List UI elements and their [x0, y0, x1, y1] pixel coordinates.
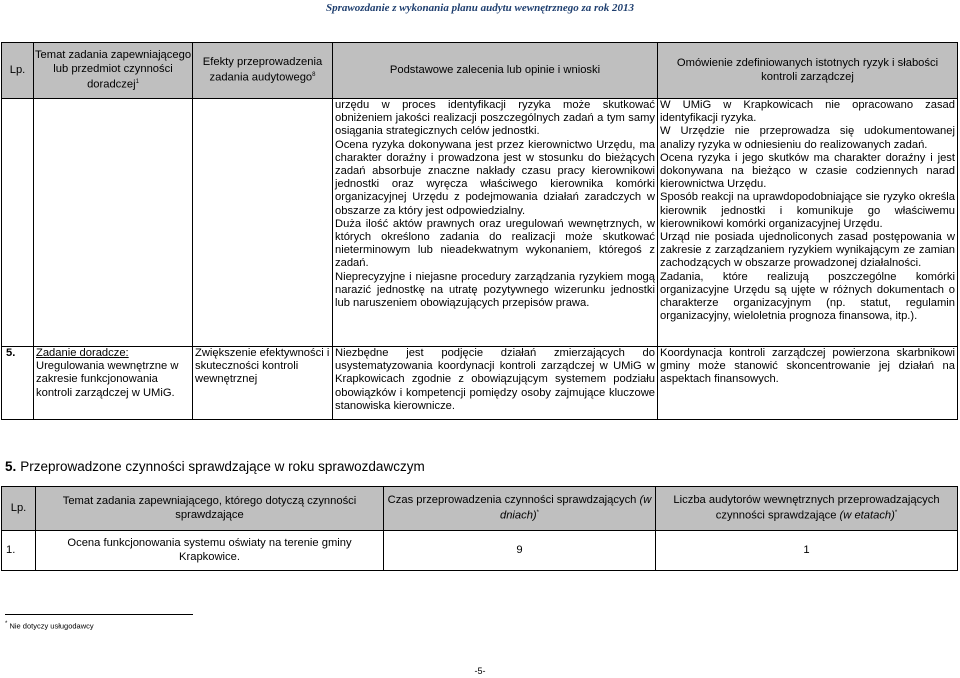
header-temat: Temat zadania zapewniającego, którego dotyczą czynności sprawdzające — [36, 487, 384, 531]
footnote: * Nie dotyczy usługodawcy — [5, 621, 94, 631]
table2-header-row — [2, 487, 958, 531]
audit-results-table — [1, 42, 958, 420]
table-row — [2, 347, 958, 420]
zalecenia-cell: urzędu w proces identyfikacji ryzyka może skutkować obniżeniem jakości realizacji poszczególnych zadań a tym samy osiągania strategicznych celów jednostki. Ocena ryzyka dokonywana jest przez kierownictwo Urzędu, ma charakter doraźny i prowadzona jest w stosunku do bieżących zadań absorbuje znaczne nakłady czasu pracy kierownikowi jednostki oraz wyręcza właściwego kierownika komórki organizacyjnej Urzędu z podejmowania działań zaradczych w obszarze za który jest odpowiedzialny. Duża ilość aktów prawnych oraz uregulowań wewnętrznych, w których określono zadania do realizacji może skutkować nieterminowym lub nieadekwatnym wykonaniem, któregoś z zadań. Nieprecyzyjne i niejasne procedury zarządzania ryzykiem mogą narazić jednostkę na utratę pozytywnego wizerunku jednostki lub naruszeniem obowiązujących przepisów prawa. — [333, 99, 658, 347]
table-row — [2, 531, 958, 571]
zalecenia-cell: Niezbędne jest podjęcie działań zmierzających do usystematyzowania koordynacji kontroli zarządczej w UMiG w Krapkowicach zgodnie z obowiązującym systemem podziału obowiązków i kompetencji pomiędzy osoby zajmujące kluczowe stanowiska kierownicze. — [333, 347, 658, 420]
table-row — [2, 99, 958, 347]
header-ryzyka: Omówienie zdefiniowanych istotnych ryzyk i słabości kontroli zarządczej — [658, 43, 958, 99]
header-lp: Lp. — [2, 43, 34, 99]
document-header: Sprawozdanie z wykonania planu audytu wewnętrznego za rok 2013 — [325, 2, 635, 14]
header-efekty: Efekty przeprowadzenia zadania audytowego$^8$ — [193, 43, 333, 99]
section-title: 5. Przeprowadzone czynności sprawdzające w roku sprawozdawczym — [5, 459, 425, 474]
page-number: -5- — [474, 666, 486, 676]
liczba-cell: 1 — [656, 531, 958, 571]
footnote-divider — [5, 614, 193, 615]
row-lp: 1. — [2, 531, 36, 571]
verification-table — [1, 486, 958, 571]
header-lp: Lp. — [2, 487, 36, 531]
czas-cell: 9 — [384, 531, 656, 571]
header-zalecenia: Podstawowe zalecenia lub opinie i wnioski — [333, 43, 658, 99]
temat-cell: Zadanie doradcze: Uregulowania wewnętrzne w zakresie funkcjonowania kontroli zarządczej w UMiG. — [34, 347, 193, 420]
header-czas: Czas przeprowadzenia czynności sprawdzających (w dniach)* — [384, 487, 656, 531]
ryzyka-cell: W UMiG w Krapkowicach nie opracowano zasad identyfikacji ryzyka. W Urzędzie nie przeprowadza się udokumentowanej analizy ryzyka w odniesieniu do realizowanych zadań. Ocena ryzyka i jego skutków ma charakter doraźny i jest dokonywana na bieżąco w czasie codziennych narad kierownictwa Urzędu. Sposób reakcji na uprawdopodobniające sie ryzyko określa kierownik jednostki i komunikuje go właściwemu kierownikowi komórki organizacyjnej Urzędu. Urząd nie posiada ujednoliconych zasad postępowania w zakresie z zarządzaniem ryzykiem wynikającym ze zamian zachodzących w obszarze prowadzonej działalności. Zadania, które realizują poszczególne komórki organizacyjne Urzędu są ujęte w różnych dokumentach o charakterze organizacyjnym (np. statut, regulamin organizacyjny, wieloletnia prognoza finansowa, itp.). — [658, 99, 958, 347]
row-lp: 5. — [2, 347, 34, 420]
temat-cell: Ocena funkcjonowania systemu oświaty na terenie gminy Krapkowice. — [36, 531, 384, 571]
table1-header-row — [2, 43, 958, 99]
header-temat: Temat zadania zapewniającego lub przedmiot czynności doradczej$^1$ — [34, 43, 193, 99]
ryzyka-cell: Koordynacja kontroli zarządczej powierzona skarbnikowi gminy może stanowić skoncentrowanie jej działań na aspektach finansowych. — [658, 347, 958, 420]
efekty-cell: Zwiększenie efektywności i skuteczności kontroli wewnętrznej — [193, 347, 333, 420]
header-liczba: Liczba audytorów wewnętrznych przeprowadzających czynności sprawdzające (w etatach)* — [656, 487, 958, 531]
